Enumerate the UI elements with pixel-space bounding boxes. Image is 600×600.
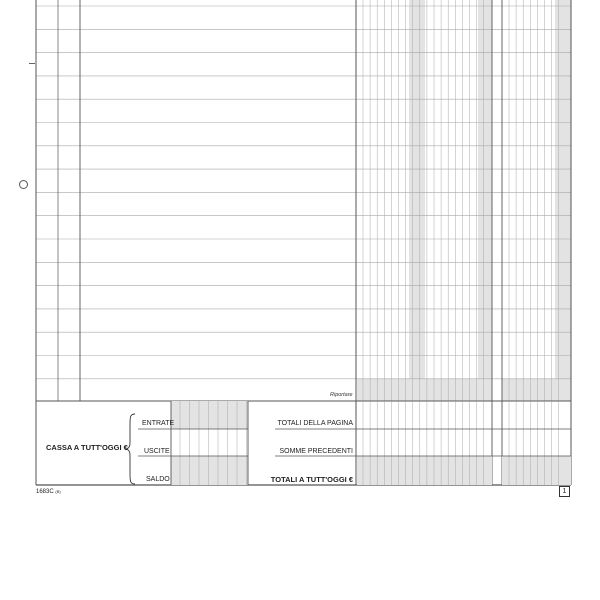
totali-pagina-label: TOTALI DELLA PAGINA: [277, 420, 353, 427]
shaded-column-1: [478, 0, 492, 401]
riportare-shade-b: [502, 379, 571, 401]
cash-saldo-shade: [171, 456, 248, 485]
totali-oggi-label: TOTALI A TUTT'OGGI €: [270, 475, 353, 484]
cash-summary-title: CASSA A TUTT'OGGI €: [46, 443, 128, 452]
shaded-column-2: [555, 0, 571, 401]
page-number: 1: [559, 486, 570, 497]
cash-entrate-shade: [171, 401, 248, 429]
totals-shade-b: [502, 456, 571, 485]
shaded-column-0: [409, 0, 425, 401]
entrate-label: ENTRATE: [142, 420, 175, 427]
uscite-label: USCITE: [144, 448, 170, 455]
saldo-label: SALDO: [146, 476, 170, 483]
somme-precedenti-label: SOMME PRECEDENTI: [279, 448, 353, 455]
form-code: 1683C (B): [36, 489, 61, 495]
riportare-label: Riportare: [330, 392, 353, 398]
